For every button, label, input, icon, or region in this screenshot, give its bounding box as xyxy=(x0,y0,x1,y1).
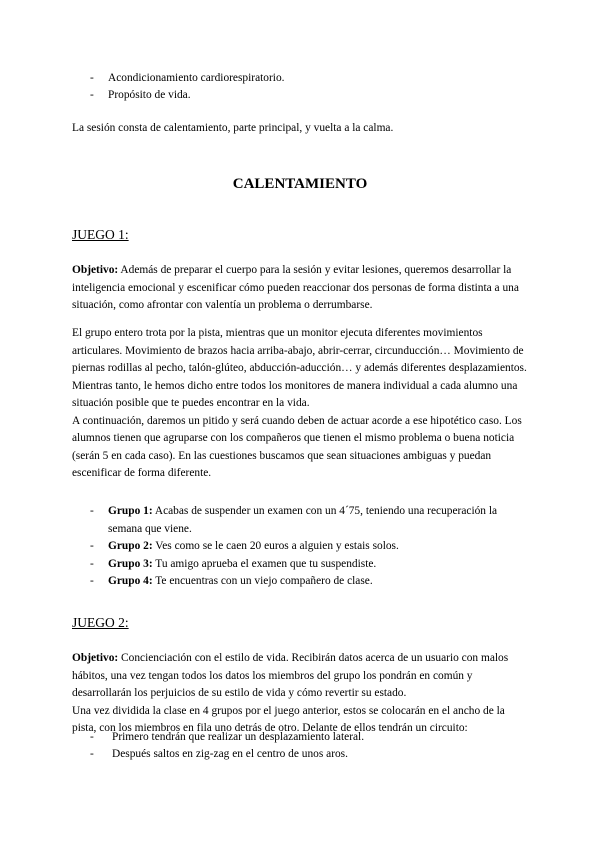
list-dash: - xyxy=(90,748,94,760)
session-text: La sesión consta de calentamiento, parte principal, y vuelta a la calma. xyxy=(72,122,394,134)
group-text: Te encuentras con un viejo compañero de clase. xyxy=(152,575,373,587)
list-dash: - xyxy=(90,72,94,84)
list-dash: - xyxy=(90,89,94,101)
list-dash: - xyxy=(90,575,94,587)
objective-text: Además de preparar el cuerpo para la sesión y evitar lesiones, queremos desarrollar la inteligencia emocional y escenificar cómo pueden reaccionar dos personas de forma distinta a una situación, como afrontar con valentía un problema o derrumbarse. xyxy=(72,264,519,311)
list-dash: - xyxy=(90,557,94,570)
group-label: Grupo 3: xyxy=(108,557,153,570)
juego2-list-text: Primero tendrán que realizar un desplazamiento lateral. xyxy=(112,731,365,743)
intro-list-text: Acondicionamiento cardiorespiratorio. xyxy=(108,72,285,84)
juego2-heading: JUEGO 2: xyxy=(72,615,129,630)
paragraph: Mientras tanto, le hemos dicho entre todos los monitores de manera individual a cada alumno una situación posible que te puedes encontrar en la vida. xyxy=(72,379,518,409)
list-dash: - xyxy=(90,731,94,743)
group-text: Acabas de suspender un examen con un 4´75, teniendo una recuperación la semana que viene. xyxy=(108,505,498,535)
juego1-group-list xyxy=(90,503,530,591)
group-text: Tu amigo aprueba el examen que tu suspendiste. xyxy=(152,557,377,570)
juego2-list-text: Después saltos en zig-zag en el centro de unos aros. xyxy=(112,748,348,760)
intro-list-text: Propósito de vida. xyxy=(108,89,191,101)
group-label: Grupo 4: xyxy=(108,575,153,587)
juego1-body xyxy=(72,325,532,483)
group-item xyxy=(90,573,530,591)
paragraph: A continuación, daremos un pitido y será cuando deben de actuar acorde a ese hipotético caso. Los alumnos tienen que agruparse con los compañeros que tienen el mismo problema o buena noticia (serán 5 en cada caso). En las cuestiones buscamos que sean situaciones ambiguas y puedan escenificar de forma diferente. xyxy=(72,414,522,479)
objective-label: Objetivo: xyxy=(72,264,119,276)
objective-label: Objetivo: xyxy=(72,652,119,664)
group-text: Ves como se le caen 20 euros a alguien y estais solos. xyxy=(152,540,399,552)
paragraph: El grupo entero trota por la pista, mientras que un monitor ejecuta diferentes movimientos articulares. Movimiento de brazos hacia arriba-abajo, abrir-cerrar, circunducción… Movimiento de piernas rodillas al pecho, talón-glúteo, abducción-aducción… y además diferentes desplazamientos. xyxy=(72,327,527,374)
group-item xyxy=(90,538,530,556)
juego1-objective xyxy=(72,262,532,315)
list-dash: - xyxy=(90,505,94,517)
objective-text: Concienciación con el estilo de vida. Recibirán datos acerca de un usuario con malos hábitos, una vez tengan todos los datos los miembros del grupo los pondrán en común y desarrollarán los perjuicios de su estilo de vida y cómo revertir su estado. xyxy=(72,652,509,699)
group-label: Grupo 2: xyxy=(108,540,153,552)
section-title: CALENTAMIENTO xyxy=(232,176,368,192)
group-item xyxy=(90,503,530,538)
juego1-heading: JUEGO 1: xyxy=(72,227,129,242)
list-dash: - xyxy=(90,540,94,552)
group-label: Grupo 1: xyxy=(108,505,153,517)
juego2-objective xyxy=(72,650,532,738)
paragraph: Una vez dividida la clase en 4 grupos por el juego anterior, estos se colocarán en el ancho de la pista, con los miembros en fila uno detrás de otro. Delante de ellos tendrán un circuito: xyxy=(72,704,505,734)
group-item xyxy=(90,556,530,574)
